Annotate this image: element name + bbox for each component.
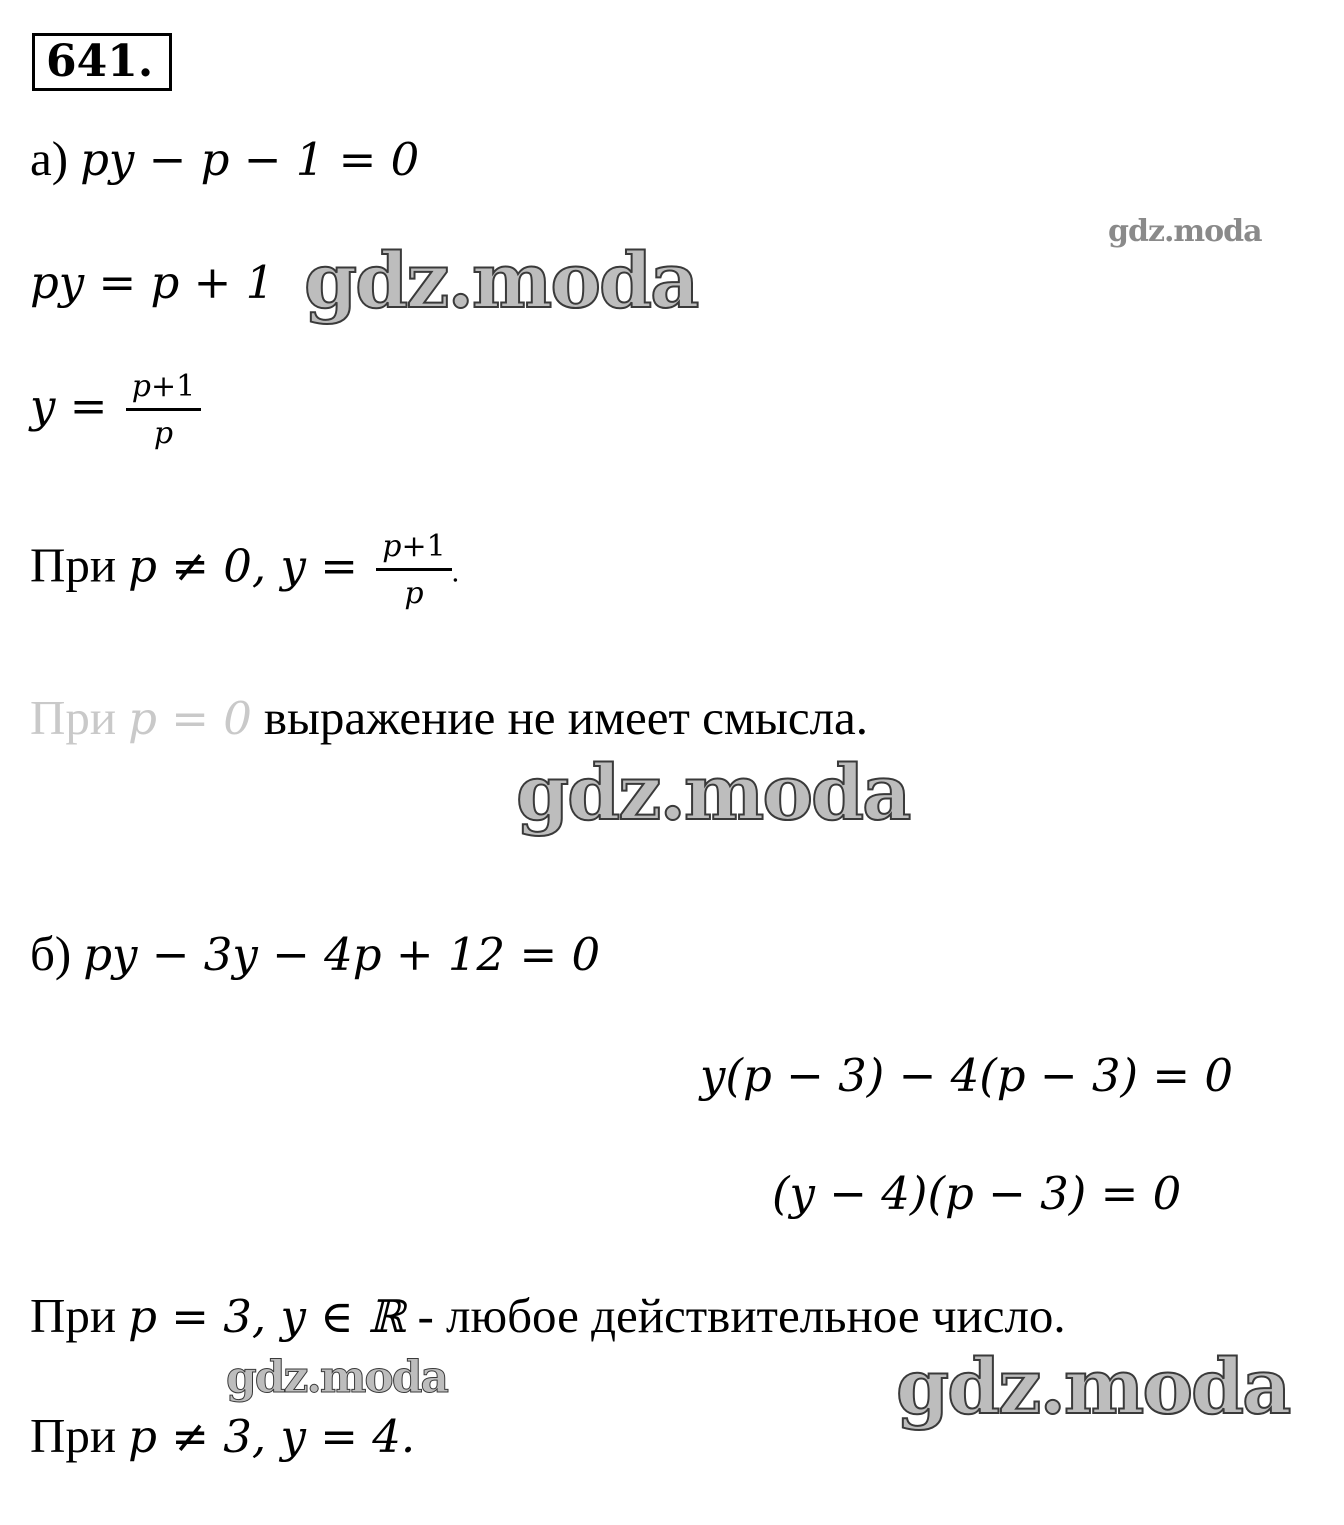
cond-a2-math: p = 0 xyxy=(128,692,252,745)
part-a-fraction xyxy=(126,368,201,453)
part-a-label: а) xyxy=(30,131,69,186)
cond-a1-math: p ≠ 0, y = xyxy=(128,539,373,593)
part-a-condition-1 xyxy=(30,528,459,613)
part-a-eq3-lhs: y = xyxy=(30,379,122,433)
part-a-equation-1 xyxy=(30,131,419,188)
cond-a1-fraction xyxy=(376,528,451,613)
fraction-numerator-rest: +1 xyxy=(150,369,196,404)
part-b-condition-2 xyxy=(30,1408,415,1465)
cond-b2-prefix: При xyxy=(30,1408,117,1463)
part-a-condition-2 xyxy=(30,690,868,747)
part-a-equation-3 xyxy=(30,368,201,453)
cond-b1-text: - любое действительное число. xyxy=(405,1288,1066,1343)
part-b-equation-2: y(p − 3) − 4(p − 3) = 0 xyxy=(700,1049,1234,1102)
cond-a1-prefix: При xyxy=(30,537,117,593)
watermark-small-top: gdz.moda xyxy=(1108,214,1262,249)
cond-a2-prefix: При xyxy=(30,690,117,745)
part-b-label: б) xyxy=(30,926,72,981)
cond-b1-math: p = 3, y ∈ ℝ xyxy=(128,1290,406,1343)
cond-b2-math: p ≠ 3, y = 4. xyxy=(128,1410,416,1463)
watermark-large-1: gdz.moda xyxy=(304,236,698,325)
fraction-numerator-var: p xyxy=(131,369,151,404)
cond-a2-text: выражение не имеет смысла. xyxy=(263,690,869,745)
part-a-equation-2: py = p + 1 xyxy=(30,256,275,309)
part-b-condition-1 xyxy=(30,1288,1066,1345)
cond-b1-prefix: При xyxy=(30,1288,117,1343)
part-b-eq1: py − 3y − 4p + 12 = 0 xyxy=(83,928,601,981)
cond-a1-end: . xyxy=(451,555,460,589)
part-b-equation-1 xyxy=(30,926,600,983)
watermark-medium: gdz.moda xyxy=(226,1352,448,1403)
task-number: 641. xyxy=(32,33,172,91)
part-b-equation-3: (y − 4)(p − 3) = 0 xyxy=(772,1167,1182,1220)
fraction-denominator: p xyxy=(153,416,174,451)
fraction-numerator-rest: +1 xyxy=(401,529,446,564)
part-a-eq1: py − p − 1 = 0 xyxy=(80,133,420,186)
fraction-numerator-var: p xyxy=(382,529,402,564)
watermark-large-2: gdz.moda xyxy=(516,748,910,837)
fraction-denominator: p xyxy=(404,576,424,611)
watermark-large-3: gdz.moda xyxy=(896,1342,1290,1431)
